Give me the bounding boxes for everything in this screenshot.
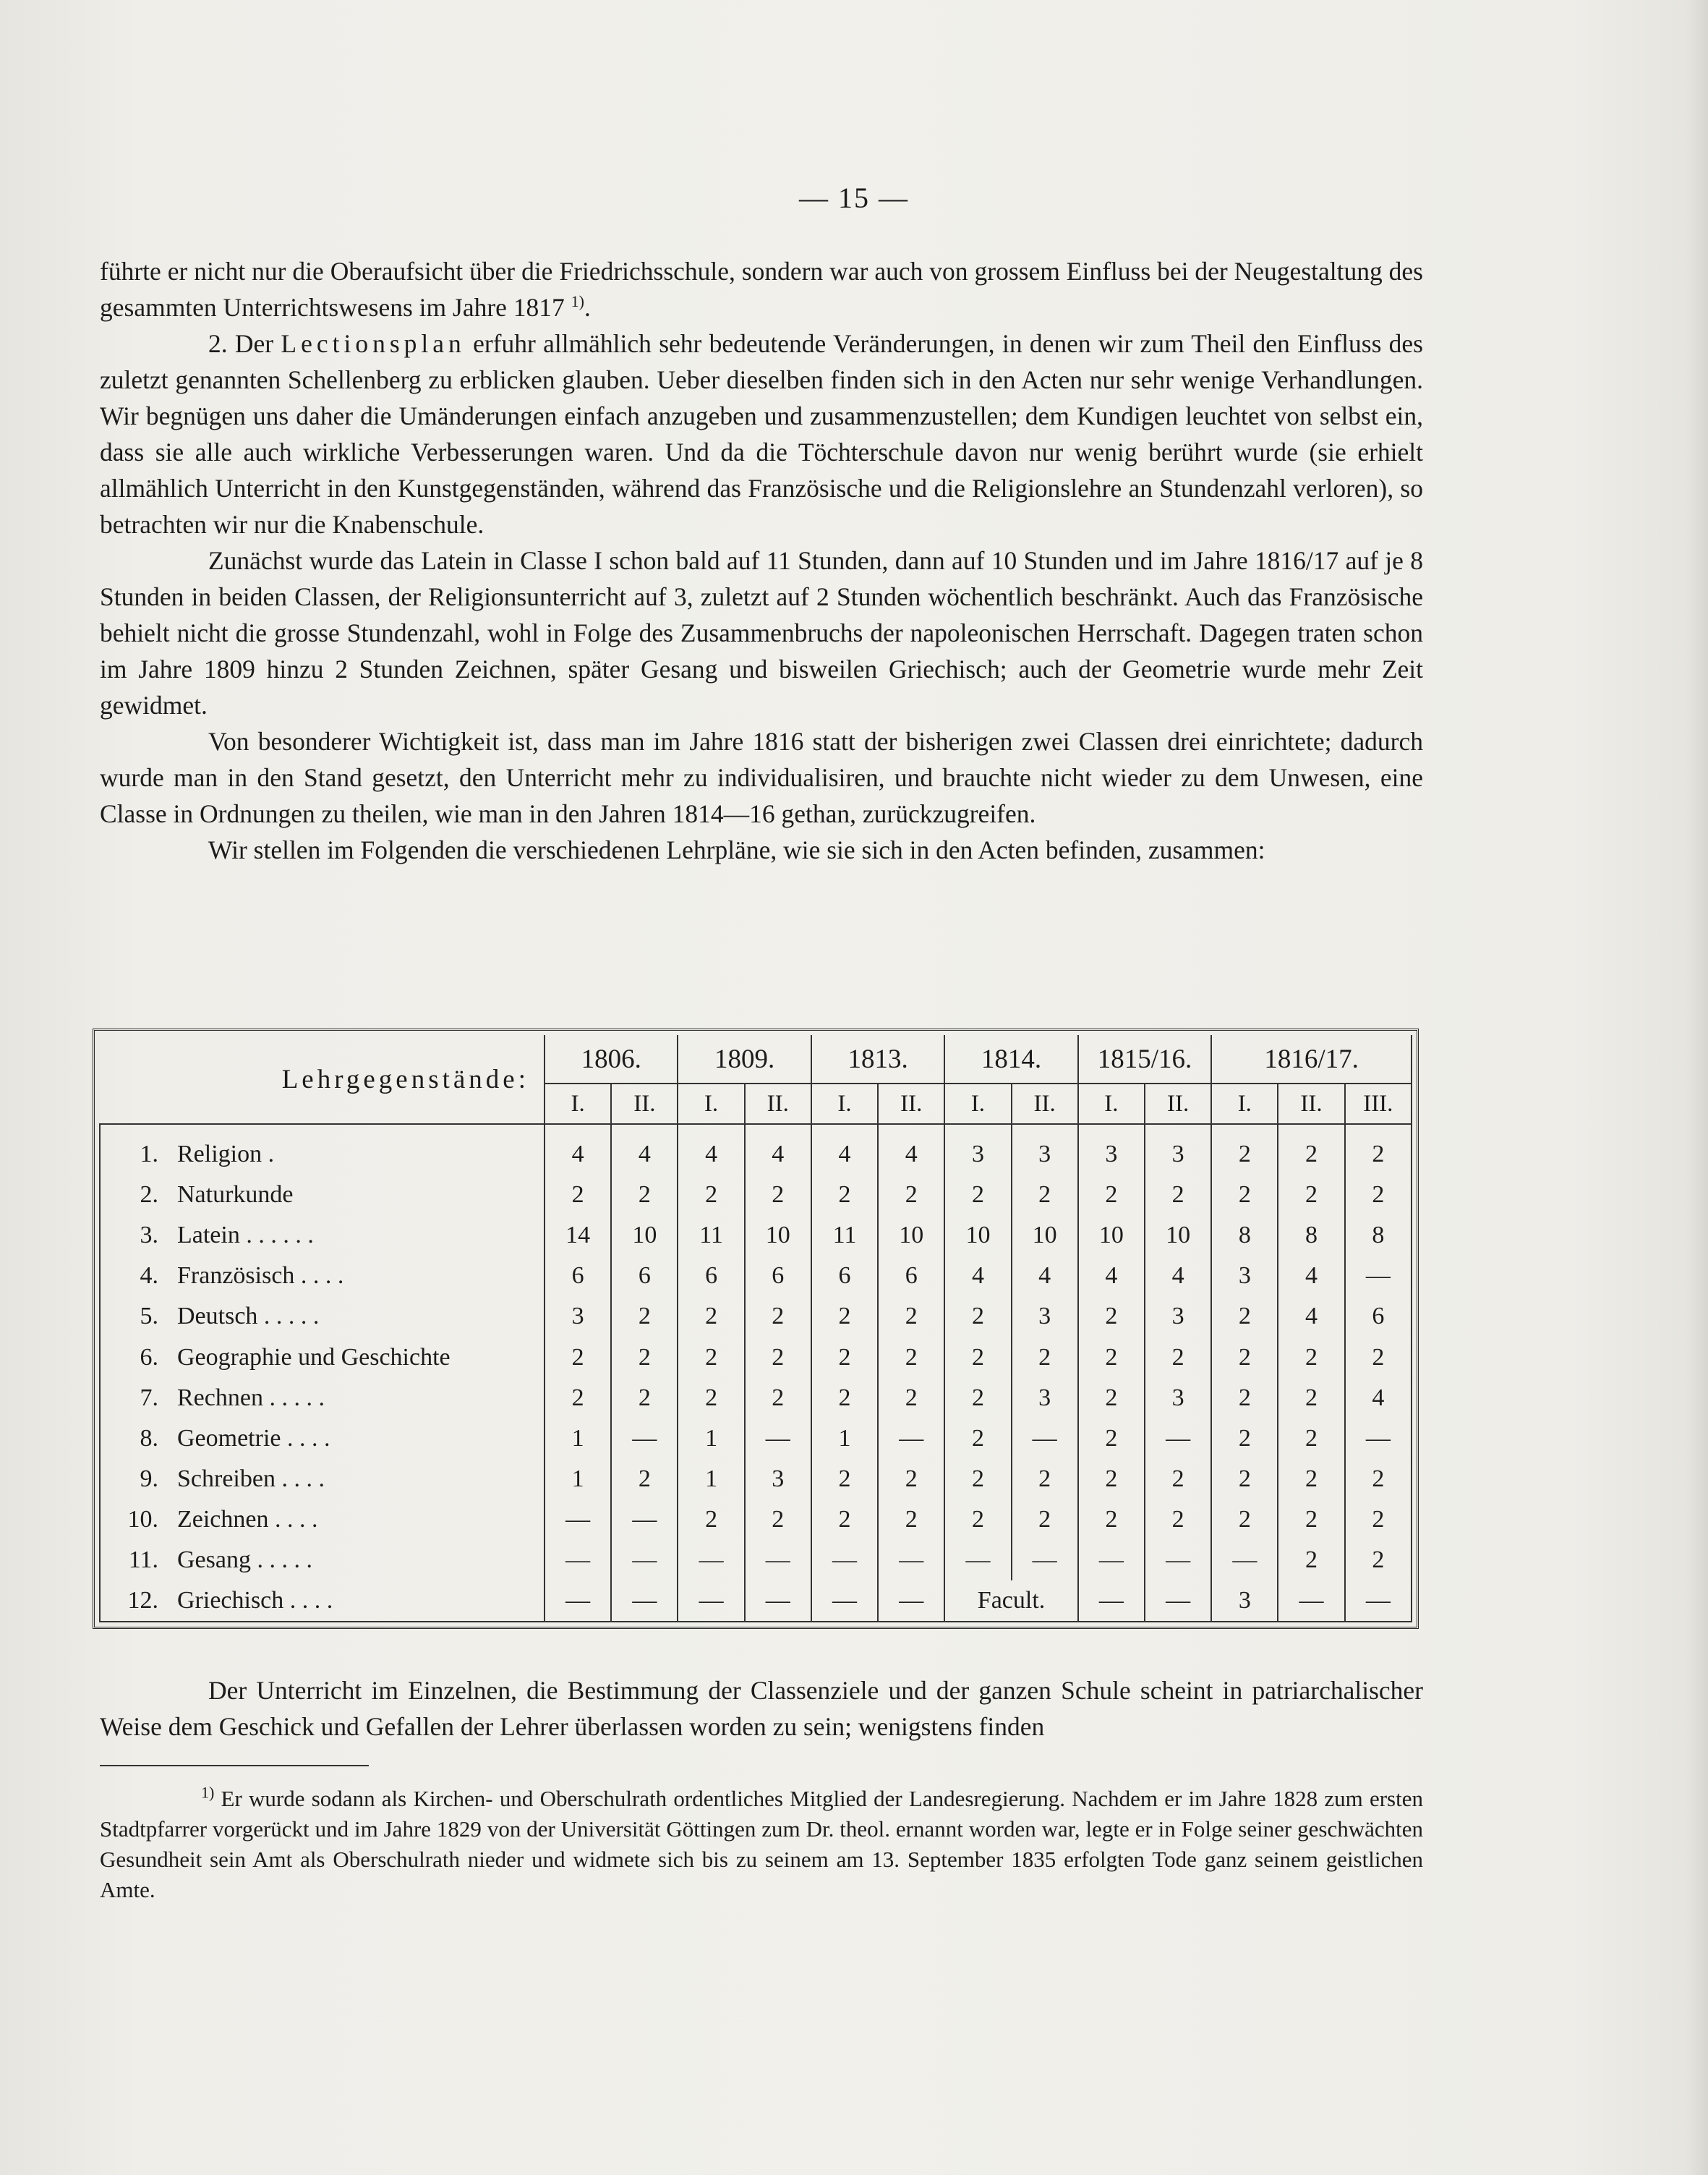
footnote-rule: [100, 1765, 369, 1766]
hours-cell: 2: [811, 1175, 878, 1215]
hours-cell: —: [1345, 1580, 1412, 1622]
hours-cell: 4: [1012, 1256, 1078, 1296]
class-header: II.: [1012, 1084, 1078, 1124]
hours-cell: 2: [545, 1175, 611, 1215]
hours-cell: —: [1345, 1418, 1412, 1459]
hours-cell: 2: [1278, 1175, 1344, 1215]
lehrplan-table-frame: [93, 1029, 1419, 1629]
hours-cell: 2: [745, 1499, 811, 1540]
hours-cell: 2: [811, 1459, 878, 1499]
hours-cell: 4: [1345, 1378, 1412, 1418]
closing-paragraph: Der Unterricht im Einzelnen, die Bestimmung der Classenziele und der ganzen Schule scheint in patriarchalischer Weise dem Geschick und Gefallen der Lehrer überlassen worden zu sein; wenigstens finden: [100, 1676, 1423, 1741]
hours-cell: —: [1145, 1540, 1211, 1580]
hours-cell: 2: [611, 1296, 678, 1337]
hours-cell: 8: [1278, 1215, 1344, 1256]
hours-cell: 6: [678, 1256, 744, 1296]
hours-cell: —: [1211, 1540, 1278, 1580]
hours-cell: 4: [545, 1124, 611, 1175]
hours-cell: 2: [1345, 1499, 1412, 1540]
hours-cell: 2: [1078, 1459, 1145, 1499]
hours-cell: 2: [944, 1337, 1011, 1378]
hours-cell: 10: [1078, 1215, 1145, 1256]
hours-cell: 4: [745, 1124, 811, 1175]
hours-cell: 2: [1078, 1296, 1145, 1337]
hours-cell: 10: [611, 1215, 678, 1256]
hours-cell: 2: [1012, 1337, 1078, 1378]
lehrplan-table: [99, 1035, 1412, 1622]
hours-cell: —: [811, 1540, 878, 1580]
class-header: II.: [745, 1084, 811, 1124]
hours-cell: 2: [1278, 1499, 1344, 1540]
hours-cell: —: [611, 1540, 678, 1580]
table-body: [100, 1124, 1412, 1622]
hours-cell: —: [678, 1580, 744, 1622]
hours-cell: —: [745, 1540, 811, 1580]
hours-cell: 2: [678, 1499, 744, 1540]
hours-cell: 2: [611, 1175, 678, 1215]
hours-cell: 2: [1211, 1124, 1278, 1175]
hours-cell: 2: [811, 1296, 878, 1337]
hours-cell: 6: [1345, 1296, 1412, 1337]
hours-cell: 3: [944, 1124, 1011, 1175]
hours-cell: 4: [1278, 1256, 1344, 1296]
hours-cell: 3: [1211, 1580, 1278, 1622]
hours-cell: 6: [811, 1256, 878, 1296]
hours-cell: 2: [811, 1378, 878, 1418]
row-number: 2.: [100, 1175, 168, 1215]
table-row: [100, 1580, 1412, 1622]
year-header: 1816/17.: [1211, 1035, 1412, 1084]
subject-name: Gesang . . . . .: [168, 1540, 545, 1580]
hours-cell: 1: [811, 1418, 878, 1459]
hours-cell: 4: [878, 1124, 944, 1175]
paragraph-2: 2. Der Lectionsplan erfuhr allmählich sehr bedeutende Veränderungen, in denen wir zum Theil den Einfluss des zuletzt genannten Schellenberg zu erblicken glauben. Ueber dieselben finden sich in den Acten nur sehr wenige Verhandlungen. Wir begnügen uns daher die Umänderungen einfach anzugeben und zusammenzustellen; dem Kundigen leuchtet von selbst ein, dass sie alle auch wirkliche Verbesserungen waren. Und da die Töchterschule davon nur wenig berührt wurde (sie erhielt allmählich Unterricht in den Kunstgegenständen, während das Französische und die Religionslehre an Stundenzahl verloren), so betrachten wir nur die Knabenschule.: [100, 329, 1423, 539]
hours-cell: 2: [1278, 1378, 1344, 1418]
row-number: 10.: [100, 1499, 168, 1540]
closing-text: [100, 1672, 1423, 1745]
hours-cell: 4: [1078, 1256, 1145, 1296]
hours-cell: 14: [545, 1215, 611, 1256]
subject-name: Deutsch . . . . .: [168, 1296, 545, 1337]
hours-cell: 3: [745, 1459, 811, 1499]
class-header: III.: [1345, 1084, 1412, 1124]
hours-cell: —: [678, 1540, 744, 1580]
hours-cell: 2: [745, 1175, 811, 1215]
hours-cell: 2: [1012, 1499, 1078, 1540]
subject-name: Französisch . . . .: [168, 1256, 545, 1296]
hours-cell: 8: [1211, 1215, 1278, 1256]
hours-cell: 2: [1078, 1175, 1145, 1215]
subject-name: Geographie und Geschichte: [168, 1337, 545, 1378]
year-header: 1809.: [678, 1035, 811, 1084]
row-number: 1.: [100, 1124, 168, 1175]
class-header: I.: [1211, 1084, 1278, 1124]
hours-cell: —: [878, 1540, 944, 1580]
hours-cell: 4: [1145, 1256, 1211, 1296]
class-header: I.: [678, 1084, 744, 1124]
class-header: I.: [1078, 1084, 1145, 1124]
row-number: 8.: [100, 1418, 168, 1459]
hours-cell: 3: [1078, 1124, 1145, 1175]
table-row: [100, 1296, 1412, 1337]
hours-cell: —: [811, 1580, 878, 1622]
hours-cell: 2: [1345, 1175, 1412, 1215]
hours-cell: 4: [811, 1124, 878, 1175]
hours-cell: 11: [678, 1215, 744, 1256]
hours-cell: 2: [1211, 1459, 1278, 1499]
year-header: 1814.: [944, 1035, 1077, 1084]
hours-cell: 2: [545, 1337, 611, 1378]
subject-name: Schreiben . . . .: [168, 1459, 545, 1499]
hours-cell: 10: [944, 1215, 1011, 1256]
table-row: [100, 1337, 1412, 1378]
page-edge-shadow: [1686, 0, 1708, 2175]
hours-cell: 2: [878, 1175, 944, 1215]
table-row: [100, 1378, 1412, 1418]
row-number: 6.: [100, 1337, 168, 1378]
class-header: II.: [878, 1084, 944, 1124]
hours-cell: 4: [944, 1256, 1011, 1296]
hours-cell: 10: [745, 1215, 811, 1256]
hours-cell: —: [545, 1580, 611, 1622]
hours-cell: 2: [1278, 1337, 1344, 1378]
hours-cell: 2: [944, 1499, 1011, 1540]
hours-cell: 2: [878, 1378, 944, 1418]
hours-cell: 2: [878, 1296, 944, 1337]
hours-cell: 2: [1278, 1459, 1344, 1499]
hours-cell: —: [1078, 1580, 1145, 1622]
class-header: I.: [944, 1084, 1011, 1124]
class-header: I.: [811, 1084, 878, 1124]
hours-cell: —: [611, 1580, 678, 1622]
spaced-heading: Lectionsplan: [281, 329, 466, 358]
table-row: [100, 1459, 1412, 1499]
subject-name: Rechnen . . . . .: [168, 1378, 545, 1418]
hours-cell: 10: [1145, 1215, 1211, 1256]
paragraph-5: Wir stellen im Folgenden die verschiedenen Lehrpläne, wie sie sich in den Acten befinden, zusammen:: [208, 835, 1265, 864]
footnote: [100, 1784, 1423, 1905]
table-row: [100, 1418, 1412, 1459]
table-row: [100, 1256, 1412, 1296]
hours-cell: —: [745, 1418, 811, 1459]
year-header: 1813.: [811, 1035, 944, 1084]
hours-cell: 3: [545, 1296, 611, 1337]
hours-cell: 2: [678, 1378, 744, 1418]
hours-cell: —: [1145, 1418, 1211, 1459]
hours-cell: 2: [678, 1296, 744, 1337]
year-header: 1806.: [545, 1035, 678, 1084]
row-number: 4.: [100, 1256, 168, 1296]
page-number: — 15 —: [799, 182, 909, 214]
hours-cell: 2: [944, 1378, 1011, 1418]
hours-cell: 2: [1345, 1124, 1412, 1175]
subject-name: Geometrie . . . .: [168, 1418, 545, 1459]
hours-cell: 2: [1078, 1499, 1145, 1540]
hours-cell: —: [1145, 1580, 1211, 1622]
hours-cell: —: [611, 1418, 678, 1459]
hours-cell: —: [611, 1499, 678, 1540]
main-text: [100, 253, 1423, 868]
hours-cell: 4: [1278, 1296, 1344, 1337]
hours-cell: 2: [1211, 1337, 1278, 1378]
hours-cell: 6: [611, 1256, 678, 1296]
footnote-ref[interactable]: 1): [571, 292, 584, 311]
row-number: 7.: [100, 1378, 168, 1418]
hours-cell: —: [1012, 1418, 1078, 1459]
hours-cell: 2: [1078, 1378, 1145, 1418]
hours-cell: 1: [545, 1418, 611, 1459]
hours-cell: —: [1278, 1580, 1344, 1622]
subject-name: Latein . . . . . .: [168, 1215, 545, 1256]
hours-cell: 2: [1345, 1337, 1412, 1378]
hours-cell: 10: [878, 1215, 944, 1256]
footnote-text: $^{1)}$ Er wurde sodann als Kirchen- und Oberschulrath ordentliches Mitglied der Landesregierung. Nachdem er im Jahre 1828 zum ersten Stadtpfarrer vorgerückt und im Jahre 1829 von der Universität Göttingen zum Dr. theol. ernannt worden war, legte er in Folge seiner geschwächten Gesundheit sein Amt als Oberschulrath nieder und widmete sich bis zu seinem am 13. September 1835 erfolgten Tode ganz seinem geistlichen Amte.: [100, 1783, 1423, 1902]
subject-name: Naturkunde: [168, 1175, 545, 1215]
class-header: II.: [611, 1084, 678, 1124]
hours-cell: 2: [811, 1499, 878, 1540]
subject-header: Lehrgegenstände:: [100, 1035, 545, 1124]
hours-cell: —: [545, 1499, 611, 1540]
hours-cell: 2: [1078, 1418, 1145, 1459]
hours-cell: —: [1078, 1540, 1145, 1580]
hours-cell: 2: [1211, 1175, 1278, 1215]
hours-cell: 2: [611, 1378, 678, 1418]
subject-name: Religion .: [168, 1124, 545, 1175]
hours-cell: 11: [811, 1215, 878, 1256]
hours-cell: 2: [878, 1337, 944, 1378]
class-header: II.: [1145, 1084, 1211, 1124]
hours-cell: 2: [678, 1337, 744, 1378]
hours-cell: 3: [1145, 1378, 1211, 1418]
hours-cell: 6: [878, 1256, 944, 1296]
hours-cell: 2: [811, 1337, 878, 1378]
hours-cell: 4: [678, 1124, 744, 1175]
footnote-marker: 1): [201, 1783, 215, 1802]
paragraph-3: Zunächst wurde das Latein in Classe I schon bald auf 11 Stunden, dann auf 10 Stunden und im Jahre 1816/17 auf je 8 Stunden in beiden Classen, der Religionsunterricht auf 3, zuletzt auf 2 Stunden wöchentlich beschränkt. Auch das Französische behielt nicht die grosse Stundenzahl, wohl in Folge des Zusammenbruchs der napoleonischen Herrschaft. Dagegen traten schon im Jahre 1809 hinzu 2 Stunden Zeichnen, später Gesang und bisweilen Griechisch; auch der Geometrie wurde mehr Zeit gewidmet.: [100, 546, 1423, 720]
row-number: 11.: [100, 1540, 168, 1580]
table-row: [100, 1175, 1412, 1215]
hours-cell: —: [545, 1540, 611, 1580]
hours-cell: —: [745, 1580, 811, 1622]
table-row: [100, 1215, 1412, 1256]
hours-cell: 2: [1145, 1499, 1211, 1540]
hours-cell: 6: [745, 1256, 811, 1296]
class-header: II.: [1278, 1084, 1344, 1124]
hours-cell: 2: [1012, 1175, 1078, 1215]
hours-cell: 2: [1211, 1296, 1278, 1337]
paragraph-4: Von besonderer Wichtigkeit ist, dass man im Jahre 1816 statt der bisherigen zwei Classen drei einrichtete; dadurch wurde man in den Stand gesetzt, den Unterricht mehr zu individualisiren, und brauchte nicht wieder zu dem Unwesen, eine Classe in Ordnungen zu theilen, wie man in den Jahren 1814—16 gethan, zurückzugreifen.: [100, 727, 1423, 828]
paragraph-1: führte er nicht nur die Oberaufsicht über die Friedrichsschule, sondern war auch von grossem Einfluss bei der Neugestaltung des gesammten Unterrichtswesens im Jahre 1817 $^{1)}$.: [100, 257, 1423, 322]
class-header: I.: [545, 1084, 611, 1124]
hours-cell: 4: [611, 1124, 678, 1175]
hours-cell: 2: [1278, 1418, 1344, 1459]
hours-cell: 3: [1012, 1296, 1078, 1337]
hours-cell: 2: [745, 1378, 811, 1418]
row-number: 3.: [100, 1215, 168, 1256]
year-header-row: [100, 1035, 1412, 1084]
hours-cell: —: [878, 1418, 944, 1459]
hours-cell: 1: [545, 1459, 611, 1499]
row-number: 12.: [100, 1580, 168, 1622]
hours-cell: 2: [1211, 1499, 1278, 1540]
hours-cell: 2: [878, 1499, 944, 1540]
hours-cell: 2: [611, 1459, 678, 1499]
hours-cell: 2: [1145, 1337, 1211, 1378]
hours-cell: 2: [1345, 1540, 1412, 1580]
hours-cell: 8: [1345, 1215, 1412, 1256]
row-number: 9.: [100, 1459, 168, 1499]
hours-cell: 2: [1145, 1175, 1211, 1215]
hours-cell: 2: [745, 1296, 811, 1337]
hours-cell: 6: [545, 1256, 611, 1296]
hours-cell: —: [944, 1540, 1011, 1580]
hours-cell: 2: [1145, 1459, 1211, 1499]
hours-cell: —: [1012, 1540, 1078, 1580]
year-header: 1815/16.: [1078, 1035, 1211, 1084]
hours-cell: 3: [1012, 1124, 1078, 1175]
hours-cell: 2: [545, 1378, 611, 1418]
hours-cell: 2: [944, 1459, 1011, 1499]
hours-cell: 10: [1012, 1215, 1078, 1256]
hours-cell: 3: [1145, 1296, 1211, 1337]
hours-cell: 3: [1145, 1124, 1211, 1175]
hours-cell: 2: [944, 1418, 1011, 1459]
table-row: [100, 1540, 1412, 1580]
hours-cell: 2: [1345, 1459, 1412, 1499]
hours-cell: 2: [678, 1175, 744, 1215]
hours-cell: 2: [1078, 1337, 1145, 1378]
table-row: [100, 1499, 1412, 1540]
hours-cell: 2: [944, 1296, 1011, 1337]
hours-cell: 3: [1211, 1256, 1278, 1296]
hours-cell: —: [1345, 1256, 1412, 1296]
hours-cell: 2: [878, 1459, 944, 1499]
hours-cell: 2: [944, 1175, 1011, 1215]
table-row: [100, 1124, 1412, 1175]
hours-cell: 2: [1278, 1124, 1344, 1175]
hours-cell: 2: [611, 1337, 678, 1378]
subject-name: Griechisch . . . .: [168, 1580, 545, 1622]
hours-cell: Facult.: [944, 1580, 1077, 1622]
row-number: 5.: [100, 1296, 168, 1337]
hours-cell: 2: [1278, 1540, 1344, 1580]
hours-cell: 2: [1211, 1378, 1278, 1418]
hours-cell: 1: [678, 1418, 744, 1459]
hours-cell: —: [878, 1580, 944, 1622]
hours-cell: 2: [745, 1337, 811, 1378]
hours-cell: 3: [1012, 1378, 1078, 1418]
hours-cell: 2: [1012, 1459, 1078, 1499]
hours-cell: 1: [678, 1459, 744, 1499]
subject-name: Zeichnen . . . .: [168, 1499, 545, 1540]
hours-cell: 2: [1211, 1418, 1278, 1459]
